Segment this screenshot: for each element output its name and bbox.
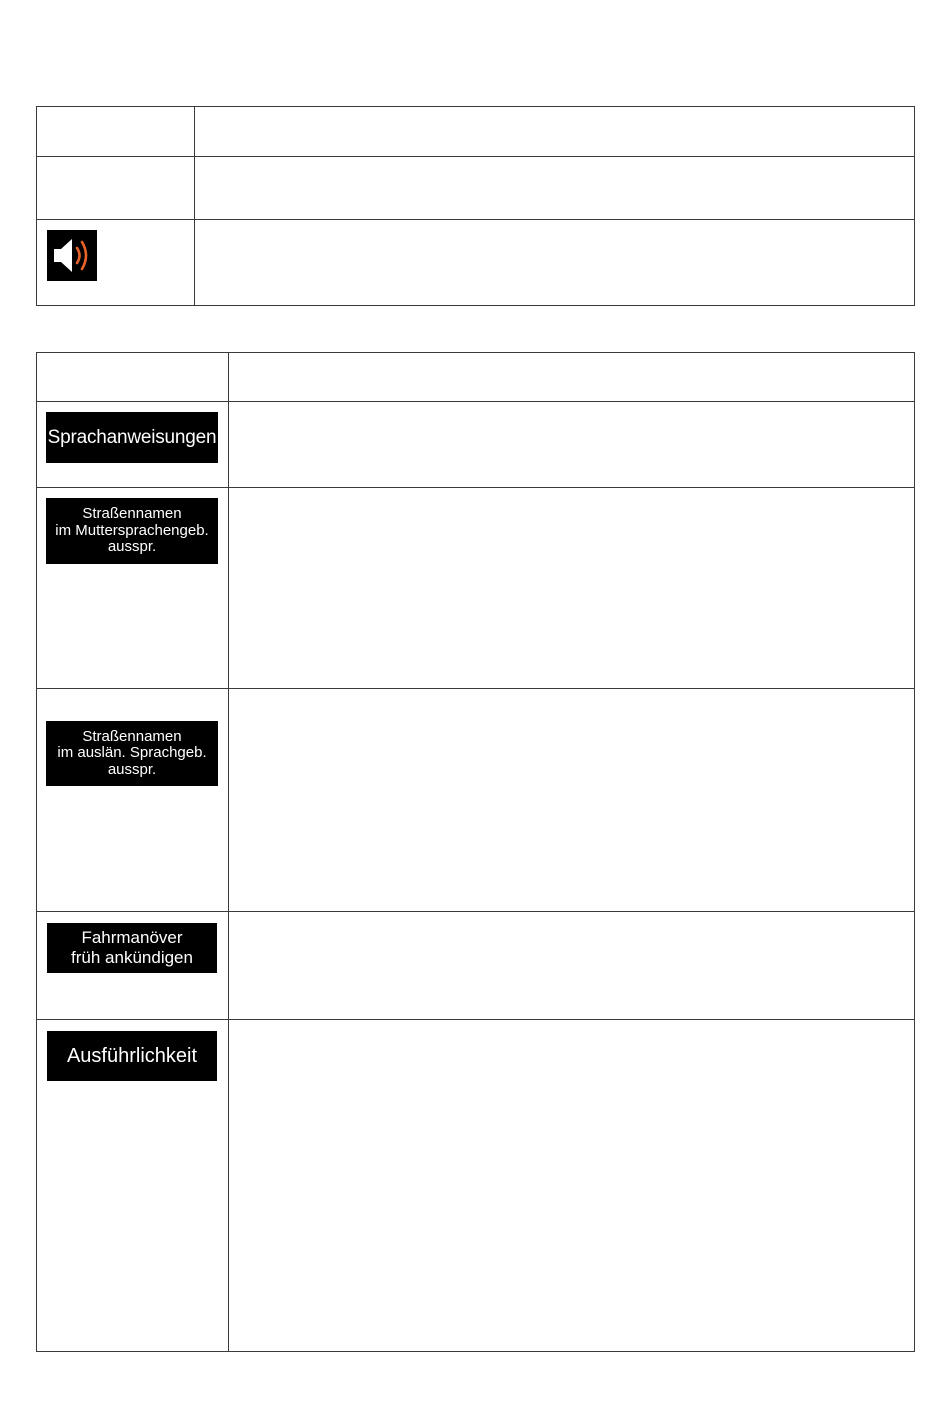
table-cell	[37, 689, 229, 912]
table-header-cell	[37, 107, 195, 157]
table-cell	[37, 220, 195, 306]
button-label: Straßennamen	[82, 505, 182, 523]
table-header-cell	[37, 353, 229, 402]
verbosity-button[interactable]	[47, 1031, 217, 1081]
early-maneuver-announcement-button[interactable]	[47, 923, 217, 973]
table-cell	[229, 1020, 915, 1352]
voice-guidance-button[interactable]	[46, 412, 218, 463]
button-label: Sprachanweisungen	[47, 426, 217, 448]
table-cell	[229, 689, 915, 912]
table-cell	[37, 402, 229, 488]
table-cell	[37, 1020, 229, 1352]
voice-settings-table	[36, 352, 915, 1352]
table-cell	[37, 488, 229, 689]
foreign-street-names-button[interactable]	[46, 721, 218, 786]
table-cell	[229, 488, 915, 689]
button-label: ausspr.	[107, 760, 157, 778]
speaker-settings-table	[36, 106, 915, 306]
speaker-volume-icon[interactable]	[47, 230, 97, 281]
button-label: im Muttersprachengeb.	[55, 521, 209, 539]
table-cell	[229, 402, 915, 488]
table-header-cell	[229, 353, 915, 402]
table-cell	[195, 157, 915, 220]
table-cell	[37, 157, 195, 220]
table-row	[37, 689, 915, 912]
button-label: Ausführlichkeit	[66, 1044, 198, 1067]
table-header-row	[37, 107, 915, 157]
table-row	[37, 912, 915, 1020]
table-row	[37, 488, 915, 689]
native-street-names-button[interactable]	[46, 498, 218, 564]
button-label: Straßennamen	[82, 727, 182, 745]
table-row	[37, 402, 915, 488]
table-header-cell	[195, 107, 915, 157]
table-header-row	[37, 353, 915, 402]
table-row	[37, 157, 915, 220]
button-label: früh ankündigen	[71, 948, 193, 967]
table-cell	[37, 912, 229, 1020]
table-row	[37, 1020, 915, 1352]
table-cell	[195, 220, 915, 306]
button-label: Fahrmanöver	[81, 928, 183, 947]
table-cell	[229, 912, 915, 1020]
button-label: ausspr.	[107, 538, 157, 556]
button-label: im auslän. Sprachgeb.	[57, 744, 207, 762]
table-row	[37, 220, 915, 306]
